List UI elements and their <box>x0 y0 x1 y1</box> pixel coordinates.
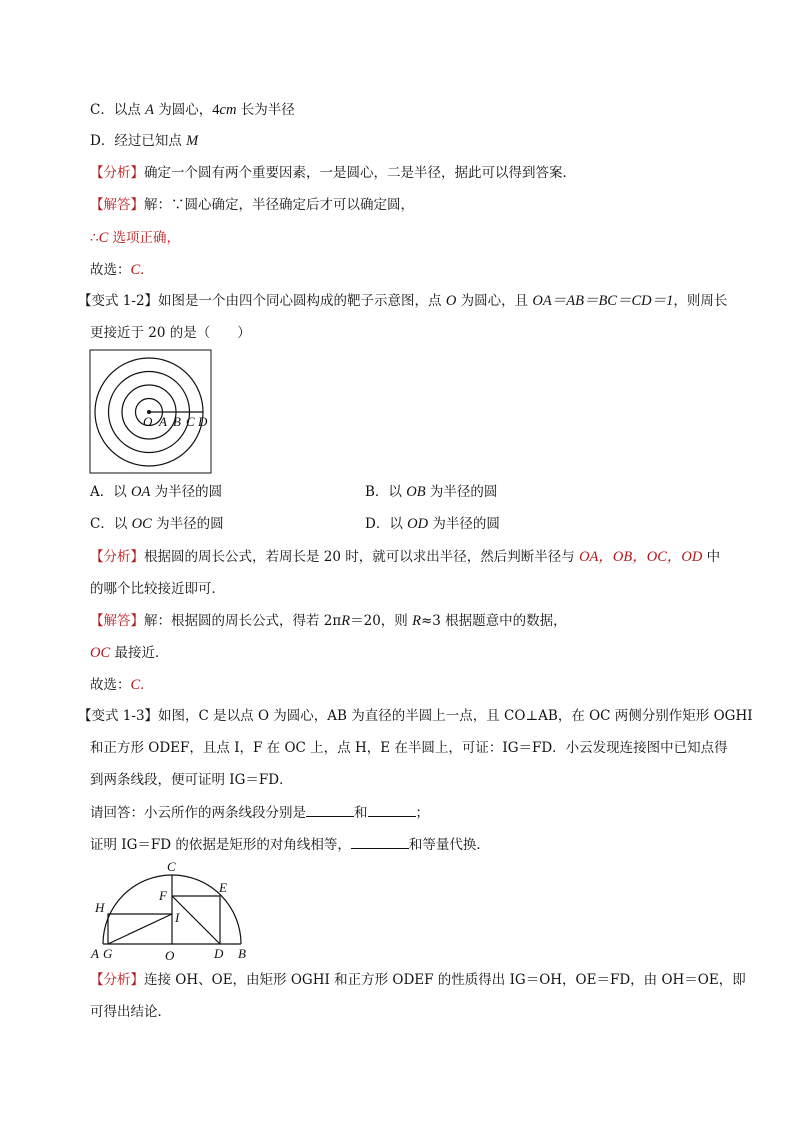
choice-2: 故选：C． <box>90 677 154 693</box>
answer-1: 【解答】解：∵圆心确定，半径确定后才可以确定圆， <box>90 197 414 213</box>
answer-blank-2[interactable] <box>368 802 416 817</box>
question-1-3-line-4: 请回答：小云所作的两条线段分别是 和 ； <box>90 802 429 823</box>
answer-blank-3[interactable] <box>351 834 409 849</box>
analysis-2-line-2: 的哪个比较接近即可． <box>90 581 225 597</box>
choice-1: 故选：C． <box>90 262 154 278</box>
option-c: C．以 OC 为半径的圆 <box>90 516 224 532</box>
option-d: D．以 OD 为半径的圆 <box>365 516 500 532</box>
label-a2: A <box>91 946 99 961</box>
label-g2: G <box>103 946 113 961</box>
question-1-3-line-3: 到两条线段，便可证明 IG＝FD． <box>90 772 293 788</box>
analysis-3-line-2: 可得出结论． <box>90 1004 171 1020</box>
option-d-line: D．经过已知点 M <box>90 133 199 149</box>
label-a: A <box>159 414 167 429</box>
option-c-line: C．以点 A 为圆心，4cm 长为半径 <box>90 102 295 118</box>
semicircle-figure <box>86 856 266 964</box>
label-d2: D <box>214 946 224 961</box>
analysis-2: 【分析】根据圆的周长公式，若周长是 20 时，就可以求出半径，然后判断半径与 OA，OB，OC，OD 中 <box>90 549 721 565</box>
question-1-3: 【变式 1-3】如图，C 是以点 O 为圆心，AB 为直径的半圆上一点，且 CO⊥AB，在 OC 两侧分别作矩形 OGHI <box>78 708 753 724</box>
label-e2: E <box>219 880 227 895</box>
label-c: C <box>186 414 195 429</box>
label-h2: H <box>95 900 105 915</box>
answer-1-line-2: ∴C 选项正确， <box>90 230 181 246</box>
question-1-2: 【变式 1-2】如图是一个由四个同心圆构成的靶子示意图，点 O 为圆心，且 OA＝AB＝BC＝CD＝1，则周长 <box>78 293 728 309</box>
option-b: B．以 OB 为半径的圆 <box>365 484 498 500</box>
label-f2: F <box>159 888 167 903</box>
answer-blank-1[interactable] <box>306 802 354 817</box>
answer-2-line-2: OC 最接近． <box>90 645 169 661</box>
analysis-1: 【分析】确定一个圆有两个重要因素，一是圆心，二是半径，据此可以得到答案． <box>90 165 576 181</box>
label-c2: C <box>167 859 176 874</box>
label-b: B <box>173 414 181 429</box>
label-o: O <box>143 414 153 429</box>
question-1-2-line-2: 更接近于 20 的是（ ） <box>90 325 251 341</box>
analysis-3: 【分析】连接 OH、OE，由矩形 OGHI 和正方形 ODEF 的性质得出 IG＝OH，OE＝FD，由 OH＝OE，即 <box>90 972 746 988</box>
target-figure <box>89 349 213 475</box>
label-d: D <box>198 414 208 429</box>
answer-2: 【解答】解：根据圆的周长公式，得若 2πR＝20，则 R≈3 根据题意中的数据， <box>90 613 567 629</box>
diagonal-gi <box>108 914 172 944</box>
question-1-3-line-5: 证明 IG＝FD 的依据是矩形的对角线相等， 和等量代换． <box>90 834 490 855</box>
label-i2: I <box>175 910 180 925</box>
label-b2: B <box>238 946 246 961</box>
question-1-3-line-2: 和正方形 ODEF，且点 I，F 在 OC 上，点 H，E 在半圆上，可证：IG＝FD．小云发现连接图中已知点得 <box>90 740 728 756</box>
label-o2: O <box>165 948 175 963</box>
option-a: A．以 OA 为半径的圆 <box>90 484 223 500</box>
